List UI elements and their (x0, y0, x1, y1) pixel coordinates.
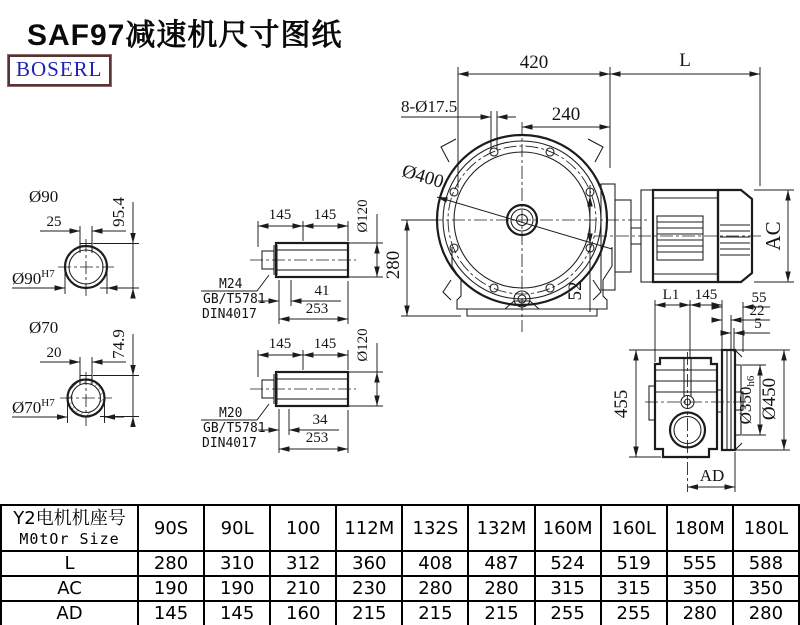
shaft70-bore-label: $Ø70^{H7}$ (12, 397, 55, 417)
table-cell: 588 (733, 551, 799, 576)
column-header: 90S (138, 505, 204, 551)
row-label: AD (1, 601, 138, 625)
bush2-thread-label: M20 (219, 406, 243, 421)
shaft70-keyw-label: 20 (46, 345, 62, 361)
column-header: 160M (535, 505, 601, 551)
table-row-AC (1, 576, 799, 601)
bushing-detail-m20 (250, 372, 356, 406)
dim-450-label: Ø450 (759, 377, 780, 421)
brand-logo-text: BOSERL (16, 57, 103, 81)
table-cell: 312 (270, 551, 336, 576)
column-header: 112M (336, 505, 402, 551)
bush1-w2-label: 145 (313, 207, 337, 223)
table-cell: 255 (601, 601, 667, 625)
bush1-std1-label: GB/T5781 (203, 292, 266, 307)
column-header: 90L (204, 505, 270, 551)
row-label: L (1, 551, 138, 576)
motor-size-table (0, 504, 800, 625)
motor-view (594, 190, 764, 282)
column-header: 180L (733, 505, 799, 551)
column-header: 160L (601, 505, 667, 551)
bush1-41-label: 41 (314, 283, 330, 299)
column-header: 100 (270, 505, 336, 551)
dim-240-label: 240 (551, 104, 581, 125)
table-header-motor-size (1, 505, 138, 551)
table-cell: 555 (667, 551, 733, 576)
shaft70-keyh-label: 74.9 (109, 329, 128, 359)
dim-455-label: 455 (611, 389, 632, 419)
bushing-detail-m24 (250, 243, 356, 277)
shaft90-dia-label: Ø90 (29, 187, 59, 206)
bush1-thread-label: M24 (219, 277, 243, 292)
shaft-section-90 (58, 239, 114, 296)
side-view (645, 350, 748, 492)
table-cell: 215 (336, 601, 402, 625)
dim-55-label: 55 (751, 290, 767, 306)
column-header: 132M (468, 505, 534, 551)
table-cell: 350 (733, 576, 799, 601)
dim-flange-dia-label: Ø400 (399, 160, 447, 193)
side-body (655, 358, 717, 457)
table-cell: 190 (204, 576, 270, 601)
table-cell: 230 (336, 576, 402, 601)
lantern-adapter (601, 184, 615, 290)
table-cell: 360 (336, 551, 402, 576)
bush2-w2-label: 145 (313, 336, 337, 352)
table-cell: 350 (667, 576, 733, 601)
table-cell: 215 (468, 601, 534, 625)
bush2-253-label: 253 (305, 430, 329, 446)
shaft90-keyw-label: 25 (46, 214, 62, 230)
bush2-w1-label: 145 (268, 336, 292, 352)
dim-22-label: 22 (749, 303, 765, 319)
table-header-cn: Y2电机机座号 (13, 508, 126, 529)
table-cell: 524 (535, 551, 601, 576)
page-title: SAF97减速机尺寸图纸 (27, 19, 343, 52)
bush1-dia-label: Ø120 (355, 199, 371, 233)
bush1-std2-label: DIN4017 (202, 307, 257, 322)
bush2-34-label: 34 (312, 412, 328, 428)
table-header-row (1, 505, 799, 551)
table-row-AD (1, 601, 799, 625)
dim-420-label: 420 (519, 52, 549, 73)
bush2-dia-label: Ø120 (355, 328, 371, 362)
table-cell: 215 (402, 601, 468, 625)
dim-145-label: 145 (694, 287, 718, 303)
dimension-labels (12, 50, 785, 485)
table-cell: 280 (733, 601, 799, 625)
table-cell: 315 (601, 576, 667, 601)
table-cell: 255 (535, 601, 601, 625)
row-label: AC (1, 576, 138, 601)
dim-bolt-holes-label: 8-Ø17.5 (401, 97, 458, 116)
table-cell: 280 (468, 576, 534, 601)
column-header: 180M (667, 505, 733, 551)
dim-ad-label: AD (699, 466, 725, 485)
dim-350h6-label: Ø350h6 (736, 375, 757, 425)
table-cell: 487 (468, 551, 534, 576)
bush2-std2-label: DIN4017 (202, 436, 257, 451)
shaft90-bore-label: $Ø90^{H7}$ (12, 268, 55, 288)
table-cell: 310 (204, 551, 270, 576)
output-flange (722, 350, 735, 450)
shaft90-keyh-label: 95.4 (109, 197, 128, 227)
table-cell: 280 (667, 601, 733, 625)
table-header-en: M0tOr Size (19, 530, 120, 548)
table-cell: 519 (601, 551, 667, 576)
dim-motor-length-label: L (679, 50, 691, 71)
bush1-253-label: 253 (305, 301, 329, 317)
housing-base (452, 247, 612, 316)
table-cell: 190 (138, 576, 204, 601)
table-row-L (1, 551, 799, 576)
shaft70-dia-label: Ø70 (29, 318, 59, 337)
table-cell: 145 (138, 601, 204, 625)
bush2-std1-label: GB/T5781 (203, 421, 266, 436)
table-cell: 315 (535, 576, 601, 601)
dim-52-label: 52 (565, 281, 586, 301)
table-cell: 408 (402, 551, 468, 576)
column-header: 132S (402, 505, 468, 551)
dim-280-label: 280 (383, 250, 404, 280)
motor-ribs (657, 222, 703, 252)
table-cell: 210 (270, 576, 336, 601)
table-cell: 280 (402, 576, 468, 601)
table-cell: 280 (138, 551, 204, 576)
dim-l1-label: L1 (662, 287, 680, 303)
table-cell: 160 (270, 601, 336, 625)
table-cell: 145 (204, 601, 270, 625)
dim-ac-label: AC (761, 221, 785, 251)
dim-5-label: 5 (754, 316, 762, 332)
front-view (430, 122, 650, 332)
bush1-w1-label: 145 (268, 207, 292, 223)
